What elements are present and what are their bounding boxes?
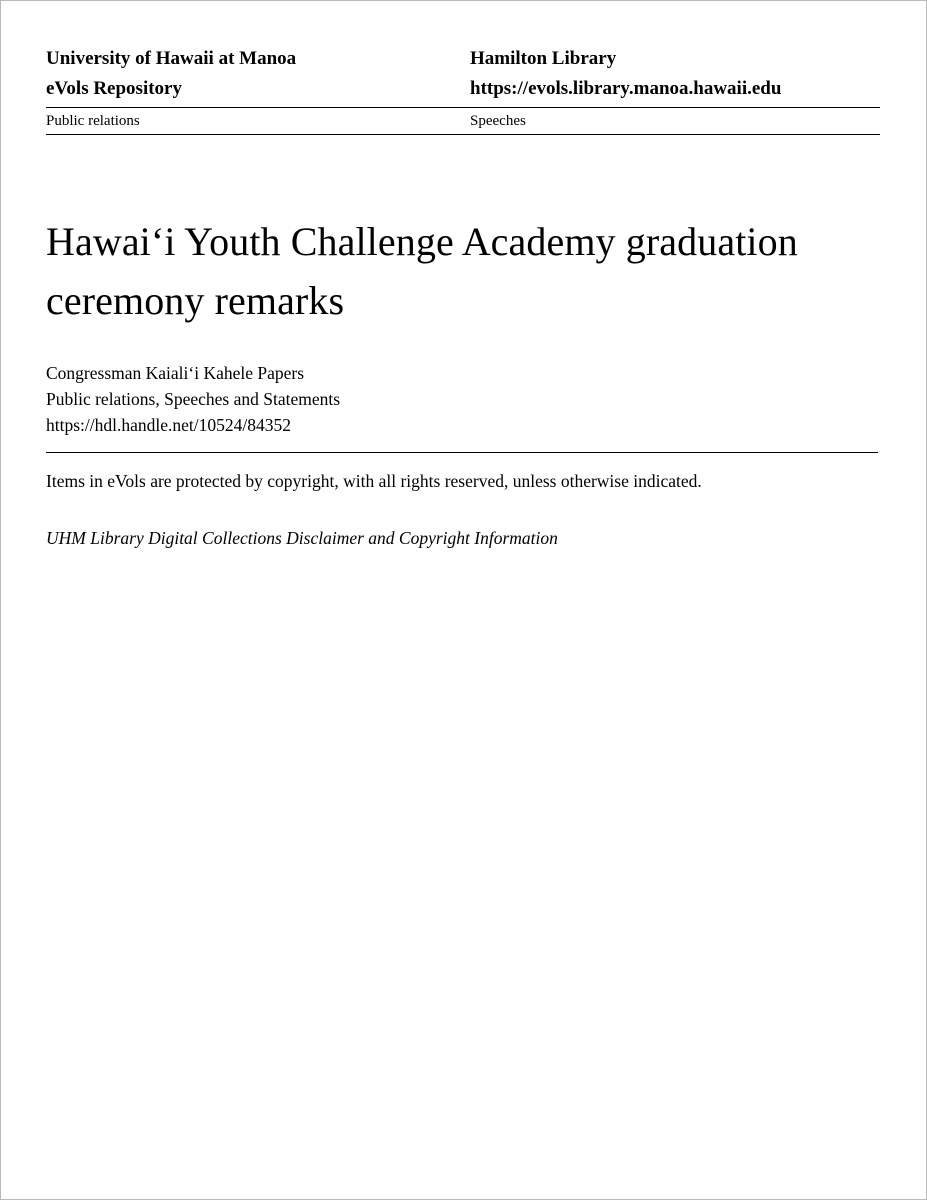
header-rule-bottom [46, 134, 880, 135]
document-metadata [46, 360, 836, 438]
subcollection-label: Speeches [470, 113, 526, 129]
library-name: Hamilton Library [470, 48, 617, 69]
header-main-row [46, 44, 880, 74]
metadata-handle-link[interactable]: https://hdl.handle.net/10524/84352 [46, 415, 291, 435]
metadata-series: Public relations, Speeches and Statements [46, 389, 341, 409]
rights-statement: Items in eVols are protected by copyright, with all rights reserved, unless otherwise indicated. [46, 471, 702, 491]
collection-label: Public relations [46, 113, 140, 129]
document-header [46, 44, 880, 135]
institution-name: University of Hawaii at Manoa [46, 48, 297, 69]
disclaimer-link[interactable]: UHM Library Digital Collections Disclaimer and Copyright Information [46, 528, 558, 548]
metadata-collection: Congressman Kaialiʻi Kahele Papers [46, 363, 305, 383]
page-title: Hawaiʻi Youth Challenge Academy graduation ceremony remarks [46, 218, 798, 323]
repository-url[interactable]: https://evols.library.manoa.hawaii.edu [470, 78, 782, 99]
content-divider [46, 452, 878, 453]
header-sub-row [46, 108, 880, 134]
repository-name: eVols Repository [46, 78, 182, 99]
header-repository-row [46, 74, 880, 104]
